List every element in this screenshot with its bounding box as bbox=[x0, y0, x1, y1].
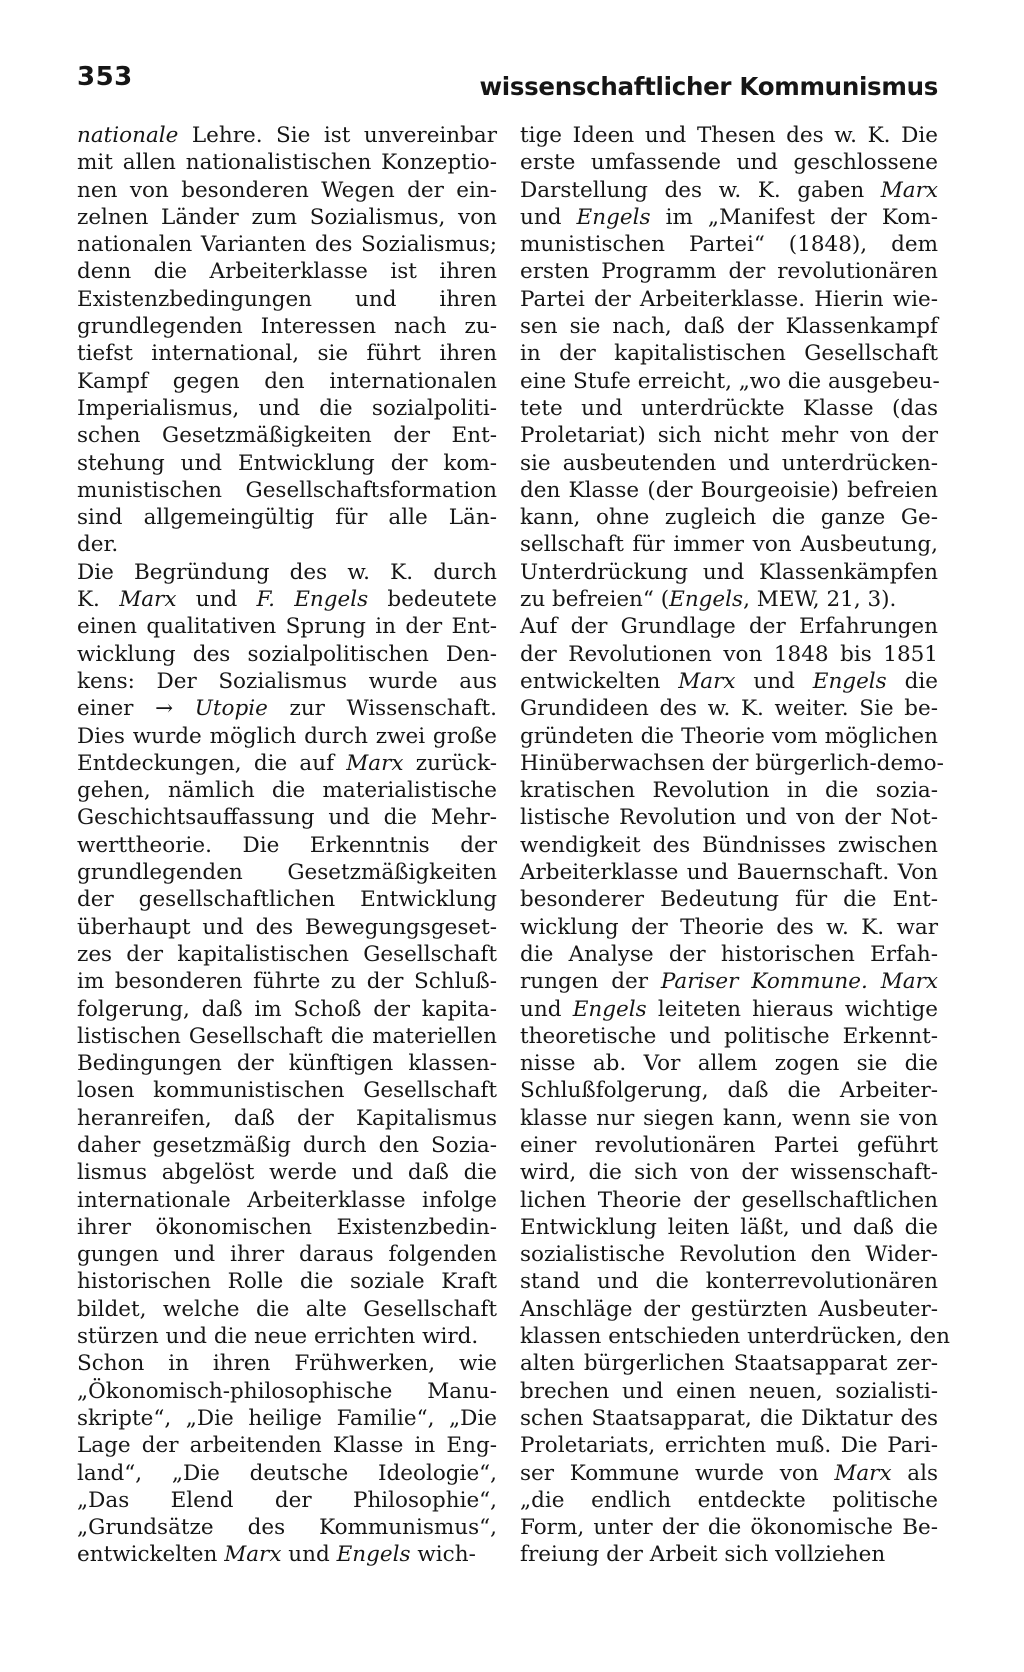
text-line bbox=[520, 914, 938, 941]
italic-text: Pariser Kommune. bbox=[660, 969, 868, 995]
text-line bbox=[77, 613, 497, 640]
text-run: und bbox=[520, 996, 573, 1022]
text-line bbox=[520, 395, 938, 422]
text-run: Darstellung des w. K. gaben bbox=[520, 177, 881, 203]
text-run: Grundideen des w. K. weiter. Sie be- bbox=[520, 696, 938, 722]
text-line bbox=[520, 368, 938, 395]
italic-text: Engels bbox=[669, 587, 744, 613]
text-run: kann, ohne zugleich die ganze Ge- bbox=[520, 505, 938, 531]
text-line bbox=[77, 1159, 497, 1186]
text-line bbox=[77, 368, 497, 395]
text-run: entwickelten bbox=[520, 668, 679, 694]
text-line bbox=[77, 832, 497, 859]
text-run: Lage der arbeitenden Klasse in Eng- bbox=[77, 1433, 497, 1459]
text-line bbox=[77, 450, 497, 477]
text-line bbox=[77, 1050, 497, 1077]
text-run: sellschaft für immer von Ausbeutung, bbox=[520, 532, 938, 558]
text-line bbox=[77, 1487, 497, 1514]
text-line bbox=[77, 1023, 497, 1050]
text-run: Anschläge der gestürzten Ausbeuter- bbox=[520, 1296, 938, 1322]
text-run: tige Ideen und Thesen des w. K. Die bbox=[520, 123, 938, 148]
text-run: schen Gesetzmäßigkeiten der Ent- bbox=[77, 423, 497, 449]
text-run: sozialistische Revolution den Wider- bbox=[520, 1242, 938, 1268]
paragraph bbox=[77, 122, 497, 559]
text-run: mit allen nationalistischen Konzeptio- bbox=[77, 150, 497, 176]
text-line bbox=[520, 1105, 938, 1132]
text-run: heranreifen, daß der Kapitalismus bbox=[77, 1105, 497, 1131]
text-line bbox=[77, 559, 497, 586]
text-run: Existenzbedingungen und ihren bbox=[77, 286, 497, 312]
text-line bbox=[520, 1214, 938, 1241]
text-line bbox=[77, 1541, 497, 1568]
text-run: daher gesetzmäßig durch den Sozia- bbox=[77, 1132, 497, 1158]
text-run: Entwicklung leiten läßt, und daß die bbox=[520, 1214, 938, 1240]
text-line bbox=[520, 504, 938, 531]
text-run: stand und die konterrevolutionären bbox=[520, 1269, 938, 1295]
text-run: zu befreien“ ( bbox=[520, 587, 670, 613]
italic-text: Marx bbox=[224, 1542, 282, 1568]
text-run: lismus abgelöst werde und daß die bbox=[77, 1160, 497, 1186]
text-line bbox=[520, 122, 938, 149]
text-run: Lehre. Sie ist unvereinbar bbox=[178, 123, 497, 148]
text-line bbox=[520, 1514, 938, 1541]
text-run: tete und unterdrückte Klasse (das bbox=[520, 395, 938, 421]
text-run: grundlegenden Gesetzmäßigkeiten bbox=[77, 860, 497, 886]
text-run: stürzen und die neue errichten wird. bbox=[77, 1324, 479, 1350]
text-line bbox=[520, 1159, 938, 1186]
text-run: Arbeiterklasse und Bauernschaft. Von bbox=[520, 860, 938, 886]
text-run: Auf der Grundlage der Erfahrungen bbox=[520, 614, 938, 640]
text-run: Hinüberwachsen der bürgerlich-demo- bbox=[520, 750, 944, 776]
text-line bbox=[77, 1241, 497, 1268]
text-run: internationale Arbeiterklasse infolge bbox=[77, 1187, 497, 1213]
text-run: munistischen Partei“ (1848), dem bbox=[520, 232, 938, 258]
text-line bbox=[77, 777, 497, 804]
text-run: „Das Elend der Philosophie“, bbox=[77, 1487, 497, 1513]
text-run: eine Stufe erreicht, „wo die ausgebeu- bbox=[520, 368, 940, 394]
text-run: denn die Arbeiterklasse ist ihren bbox=[77, 259, 497, 285]
text-line bbox=[77, 1432, 497, 1459]
text-run: die bbox=[886, 668, 938, 694]
italic-text: Marx bbox=[678, 668, 736, 694]
text-run: Die Begründung des w. K. durch bbox=[77, 559, 497, 585]
text-run: Unterdrückung und Klassenkämpfen bbox=[520, 559, 938, 585]
text-line bbox=[520, 641, 938, 668]
text-run: zur Wissenschaft. bbox=[267, 696, 497, 722]
text-line bbox=[520, 586, 938, 613]
text-run: sie ausbeutenden und unterdrücken- bbox=[520, 450, 938, 476]
italic-text: Marx bbox=[346, 750, 404, 776]
text-run: gründeten die Theorie vom möglichen bbox=[520, 723, 938, 749]
text-run: zurück- bbox=[403, 750, 497, 776]
text-run: Proletariats, errichten muß. Die Pari- bbox=[520, 1433, 938, 1459]
text-line bbox=[77, 1350, 497, 1377]
text-line bbox=[520, 750, 944, 777]
text-line bbox=[520, 777, 938, 804]
text-run: gungen und ihrer daraus folgenden bbox=[77, 1242, 497, 1268]
text-run: und bbox=[735, 668, 813, 694]
text-run: nationalen Varianten des Sozialismus; bbox=[77, 232, 497, 258]
text-line bbox=[520, 204, 938, 231]
text-run: wich- bbox=[410, 1542, 476, 1568]
text-run bbox=[868, 969, 881, 994]
text-line bbox=[520, 1460, 938, 1487]
text-line bbox=[520, 177, 938, 204]
text-line bbox=[77, 504, 497, 531]
paragraph bbox=[77, 559, 497, 1351]
text-line bbox=[77, 149, 497, 176]
text-run: Schlußfolgerung, daß die Arbeiter- bbox=[520, 1078, 938, 1104]
text-line bbox=[520, 286, 938, 313]
text-line bbox=[77, 1378, 497, 1405]
text-line bbox=[77, 941, 497, 968]
text-line bbox=[520, 1077, 938, 1104]
italic-text: Marx bbox=[880, 177, 938, 203]
text-run: bildet, welche die alte Gesellschaft bbox=[77, 1296, 497, 1322]
text-run: der Revolutionen von 1848 bis 1851 bbox=[520, 641, 938, 667]
text-run: und bbox=[281, 1542, 337, 1568]
text-run: einer revolutionären Partei geführt bbox=[520, 1132, 938, 1158]
text-line bbox=[520, 996, 938, 1023]
text-run: „Ökonomisch-philosophische Manu- bbox=[77, 1378, 497, 1404]
text-line bbox=[77, 1268, 497, 1295]
text-run: nen von besonderen Wegen der ein- bbox=[77, 177, 497, 203]
text-line bbox=[520, 450, 938, 477]
text-run: als bbox=[891, 1460, 939, 1486]
text-line bbox=[520, 941, 938, 968]
text-line bbox=[77, 695, 497, 722]
text-run: „die endlich entdeckte politische bbox=[520, 1487, 938, 1513]
italic-text: Utopie bbox=[194, 696, 268, 722]
text-run: rungen der bbox=[520, 969, 661, 995]
text-line bbox=[520, 531, 938, 558]
text-line bbox=[520, 1541, 938, 1568]
text-line bbox=[77, 1514, 497, 1541]
text-line bbox=[77, 1105, 497, 1132]
text-run: , MEW, 21, 3). bbox=[743, 587, 897, 613]
text-line bbox=[77, 1460, 497, 1487]
text-line bbox=[520, 1268, 938, 1295]
text-run: der gesellschaftlichen Entwicklung bbox=[77, 887, 497, 913]
text-line bbox=[77, 313, 497, 340]
text-run: Partei der Arbeiterklasse. Hierin wie- bbox=[520, 286, 938, 312]
text-run: listischen Gesellschaft die materiellen bbox=[77, 1023, 497, 1049]
text-run: werttheorie. Die Erkenntnis der bbox=[77, 832, 497, 858]
text-run: grundlegenden Interessen nach zu- bbox=[77, 314, 497, 340]
text-run: Imperialismus, und die sozialpoliti- bbox=[77, 395, 497, 421]
text-run: den Klasse (der Bourgeoisie) befreien bbox=[520, 477, 938, 503]
text-line bbox=[77, 804, 497, 831]
text-run: zelnen Länder zum Sozialismus, von bbox=[77, 204, 497, 230]
text-run: sen sie nach, daß der Klassenkampf bbox=[520, 314, 938, 340]
text-run: ersten Programm der revolutionären bbox=[520, 259, 938, 285]
italic-text: F. Engels bbox=[256, 587, 369, 613]
text-run: stehung und Entwicklung der kom- bbox=[77, 450, 497, 476]
text-run: einen qualitativen Sprung in der Ent- bbox=[77, 614, 497, 640]
text-run: wicklung des sozialpolitischen Den- bbox=[77, 641, 497, 667]
text-line bbox=[77, 395, 497, 422]
text-line bbox=[77, 723, 497, 750]
text-line bbox=[77, 750, 497, 777]
text-run: losen kommunistischen Gesellschaft bbox=[77, 1078, 497, 1104]
text-line bbox=[77, 859, 497, 886]
text-line bbox=[520, 422, 938, 449]
text-line bbox=[520, 1378, 938, 1405]
text-line bbox=[520, 1023, 938, 1050]
text-run: Schon in ihren Frühwerken, wie bbox=[77, 1351, 497, 1377]
italic-text: Engels bbox=[812, 668, 887, 694]
text-run: Form, unter der die ökonomische Be- bbox=[520, 1515, 938, 1541]
text-run: ihrer ökonomischen Existenzbedin- bbox=[77, 1214, 497, 1240]
text-line bbox=[77, 177, 497, 204]
text-run: lichen Theorie der gesellschaftlichen bbox=[520, 1187, 938, 1213]
text-line bbox=[77, 968, 497, 995]
text-line bbox=[520, 1187, 938, 1214]
text-run: klasse nur siegen kann, wenn sie von bbox=[520, 1105, 938, 1131]
paragraph bbox=[520, 613, 950, 1568]
text-run: einer → bbox=[77, 696, 195, 722]
text-run: tiefst international, sie führt ihren bbox=[77, 341, 497, 367]
text-line bbox=[520, 804, 938, 831]
italic-text: Engels bbox=[336, 1542, 411, 1568]
text-line bbox=[77, 641, 497, 668]
text-line bbox=[77, 1296, 497, 1323]
text-run: besonderer Bedeutung für die Ent- bbox=[520, 887, 938, 913]
text-run: die Analyse der historischen Erfah- bbox=[520, 941, 938, 967]
text-run: bedeutete bbox=[368, 587, 497, 613]
text-run: Dies wurde möglich durch zwei große bbox=[77, 723, 497, 749]
text-run: Kampf gegen den internationalen bbox=[77, 368, 497, 394]
text-line bbox=[520, 968, 938, 995]
text-run: wird, die sich von der wissenschaft- bbox=[520, 1160, 938, 1186]
text-line bbox=[77, 914, 497, 941]
text-line bbox=[520, 1296, 938, 1323]
text-line bbox=[520, 1350, 938, 1377]
text-line bbox=[520, 723, 938, 750]
paragraph bbox=[77, 1350, 497, 1568]
text-run: ser Kommune wurde von bbox=[520, 1460, 835, 1486]
text-line bbox=[77, 1077, 497, 1104]
text-run: freiung der Arbeit sich vollziehen bbox=[520, 1542, 886, 1568]
text-run: klassen entschieden unterdrücken, den bbox=[520, 1324, 950, 1350]
text-line bbox=[520, 668, 938, 695]
text-run: in der kapitalistischen Gesellschaft bbox=[520, 341, 938, 367]
text-line bbox=[77, 204, 497, 231]
text-run: Proletariat) sich nicht mehr von der bbox=[520, 423, 938, 449]
text-line bbox=[520, 1241, 938, 1268]
text-line bbox=[77, 1323, 497, 1350]
text-line bbox=[520, 1405, 938, 1432]
text-line bbox=[77, 422, 497, 449]
text-line bbox=[77, 477, 497, 504]
text-run: wendigkeit des Bündnisses zwischen bbox=[520, 832, 938, 858]
text-line bbox=[77, 231, 497, 258]
italic-text: Marx bbox=[119, 587, 177, 613]
text-line bbox=[520, 231, 938, 258]
italic-text: Marx bbox=[834, 1460, 892, 1486]
text-run: im „Manifest der Kom- bbox=[650, 204, 938, 230]
text-run: K. bbox=[77, 587, 120, 613]
italic-text: nationale bbox=[77, 123, 179, 148]
text-run: sind allgemeingültig für alle Län- bbox=[77, 505, 497, 531]
text-line bbox=[520, 695, 938, 722]
text-line bbox=[520, 859, 938, 886]
paragraph bbox=[520, 122, 938, 613]
text-run: entwickelten bbox=[77, 1542, 225, 1568]
text-line bbox=[77, 1187, 497, 1214]
text-run: „Grundsätze des Kommunismus“, bbox=[77, 1515, 497, 1541]
text-line bbox=[77, 122, 497, 149]
text-run: überhaupt und des Bewegungsgeset- bbox=[77, 914, 497, 940]
text-line bbox=[77, 1405, 497, 1432]
text-run: leiteten hieraus wichtige bbox=[646, 996, 938, 1022]
text-line bbox=[520, 613, 938, 640]
text-line bbox=[520, 1323, 950, 1350]
text-line bbox=[520, 1432, 938, 1459]
text-run: theoretische und politische Erkennt- bbox=[520, 1023, 938, 1049]
text-line bbox=[520, 340, 938, 367]
text-line bbox=[520, 1487, 938, 1514]
text-run: land“, „Die deutsche Ideologie“, bbox=[77, 1460, 497, 1486]
italic-text: Marx bbox=[880, 969, 938, 995]
text-run: nisse ab. Vor allem zogen sie die bbox=[520, 1051, 938, 1077]
text-line bbox=[77, 258, 497, 285]
text-run: Entdeckungen, die auf bbox=[77, 750, 347, 776]
text-line bbox=[77, 886, 497, 913]
text-line bbox=[77, 586, 497, 613]
text-run: im besonderen führte zu der Schluß- bbox=[77, 969, 497, 995]
text-run: Geschichtsauffassung und die Mehr- bbox=[77, 805, 497, 831]
text-run: und bbox=[176, 587, 257, 613]
text-run: folgerung, daß im Schoß der kapita- bbox=[77, 996, 497, 1022]
text-line bbox=[520, 477, 938, 504]
text-run: der. bbox=[77, 532, 119, 558]
text-line bbox=[77, 1132, 497, 1159]
text-line bbox=[520, 1050, 938, 1077]
page-number: 353 bbox=[77, 62, 133, 92]
text-run: schen Staatsapparat, die Diktatur des bbox=[520, 1405, 938, 1431]
text-run: zes der kapitalistischen Gesellschaft bbox=[77, 941, 497, 967]
text-line bbox=[520, 149, 938, 176]
text-line bbox=[520, 313, 938, 340]
text-line bbox=[77, 996, 497, 1023]
right-column bbox=[520, 122, 950, 1569]
left-column bbox=[77, 122, 497, 1569]
text-line bbox=[77, 340, 497, 367]
text-run: brechen und einen neuen, sozialisti- bbox=[520, 1378, 938, 1404]
italic-text: Engels bbox=[572, 996, 647, 1022]
text-run: Bedingungen der künftigen klassen- bbox=[77, 1051, 497, 1077]
text-line bbox=[520, 886, 938, 913]
text-run: munistischen Gesellschaftsformation bbox=[77, 477, 497, 503]
text-run: gehen, nämlich die materialistische bbox=[77, 778, 497, 804]
text-line bbox=[520, 559, 938, 586]
text-line bbox=[77, 668, 497, 695]
text-line bbox=[77, 531, 497, 558]
text-run: kens: Der Sozialismus wurde aus bbox=[77, 668, 497, 694]
text-run: kratischen Revolution in die sozia- bbox=[520, 778, 938, 804]
text-run: historischen Rolle die soziale Kraft bbox=[77, 1269, 497, 1295]
italic-text: Engels bbox=[576, 204, 651, 230]
text-line bbox=[520, 258, 938, 285]
text-line bbox=[520, 1132, 938, 1159]
text-run: skripte“, „Die heilige Familie“, „Die bbox=[77, 1405, 497, 1431]
text-run: wicklung der Theorie des w. K. war bbox=[520, 914, 938, 940]
text-run: alten bürgerlichen Staatsapparat zer- bbox=[520, 1351, 938, 1377]
text-run: und bbox=[520, 204, 577, 230]
running-head: wissenschaftlicher Kommunismus bbox=[479, 72, 938, 101]
text-line bbox=[77, 286, 497, 313]
text-run: listische Revolution und von der Not- bbox=[520, 805, 938, 831]
text-run: erste umfassende und geschlossene bbox=[520, 150, 938, 176]
text-line bbox=[77, 1214, 497, 1241]
text-line bbox=[520, 832, 938, 859]
